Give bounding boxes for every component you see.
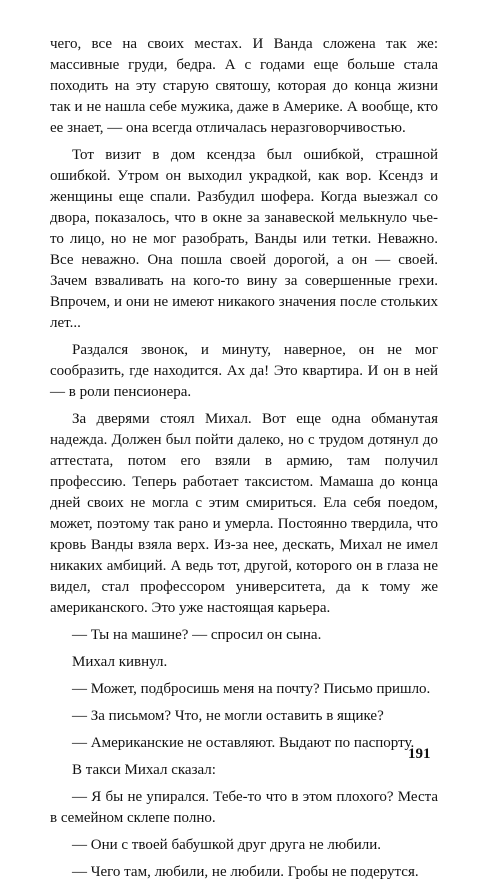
- paragraph: Раздался звонок, и минуту, наверное, он не мог сообразить, где находится. Ах да! Это квартира. И он в ней — в роли пенсионера.: [50, 342, 438, 400]
- paragraph: — Может, подбросишь меня на почту? Письмо пришло.: [72, 681, 431, 697]
- paragraph: — Американские не оставляют. Выдают по паспорту.: [72, 735, 415, 751]
- paragraph: — За письмом? Что, не могли оставить в ящике?: [72, 708, 384, 724]
- paragraph: В такси Михал сказал:: [72, 762, 216, 778]
- paragraph: — Чего там, любили, не любили. Гробы не подерутся.: [72, 864, 419, 880]
- paragraph: чего, все на своих местах. И Ванда сложена так же: массивные груди, бедра. А с годами еще больше стала походить на эту старую святошу, которая до конца жизни так и не нашла себе мужика, даже в Америке. А вообще, кто ее знает, — она всегда отличалась неразговорчивостью.: [50, 36, 438, 136]
- paragraph: Тот визит в дом ксендза был ошибкой, страшной ошибкой. Утром он выходил украдкой, как вор. Ксендз и женщины еще спали. Разбудил шофера. Когда выезжал со двора, показалось, что в окне за занавеской мелькнуло чье-то лицо, но не мог разобрать, Ванды или тетки. Неважно. Все неважно. Она пошла своей дорогой, а он — своей. Зачем взваливать на кого-то вину за совершенные грехи. Впрочем, и они не имеют никакого значения после стольких лет...: [50, 147, 438, 331]
- paragraph: — Ты на машине? — спросил он сына.: [72, 627, 322, 643]
- paragraph: Михал кивнул.: [72, 654, 168, 670]
- paragraph: — Они с твоей бабушкой друг друга не любили.: [72, 837, 382, 853]
- page-number: 191: [408, 746, 431, 762]
- page-text: [50, 34, 438, 889]
- paragraph: За дверями стоял Михал. Вот еще одна обманутая надежда. Должен был пойти далеко, но с трудом дотянул до аттестата, потом его взяли в армию, там получил профессию. Теперь работает таксистом. Мамаша до конца дней своих не могла с этим смириться. Ела себя поедом, может, поэтому так рано и умерла. Постоянно твердила, что кровь Ванды взяла верх. Из-за нее, дескать, Михал не имел никаких амбиций. А ведь тот, другой, которого он в глаза не видел, стал профессором университета, да к тому же американского. Это уже настоящая карьера.: [50, 411, 438, 616]
- paragraph: — Я бы не упирался. Тебе-то что в этом плохого? Места в семейном склепе полно.: [50, 789, 438, 826]
